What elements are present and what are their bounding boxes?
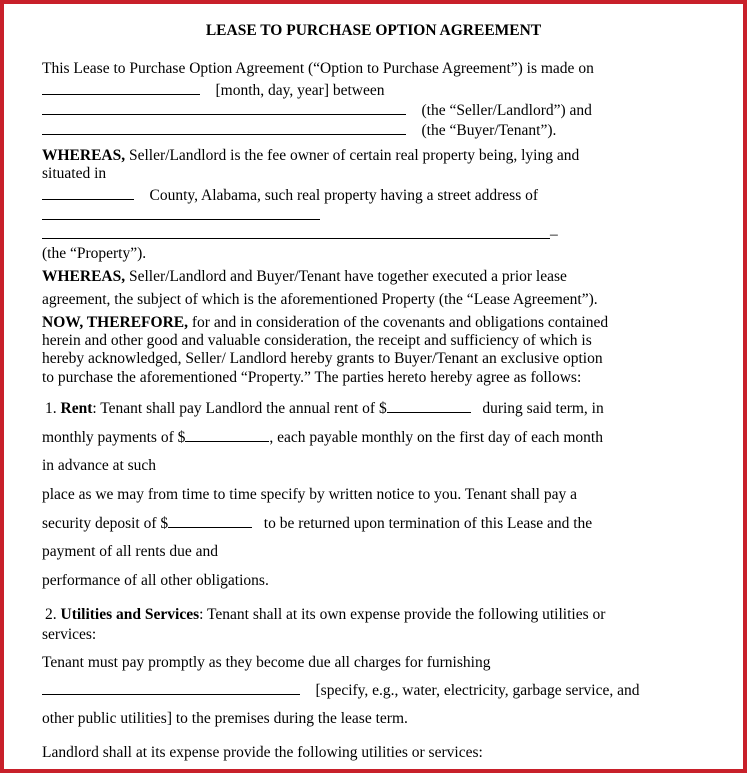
- rent-text-a: : Tenant shall pay Landlord the annual rent of $: [92, 400, 387, 417]
- address-dash: –: [550, 226, 558, 243]
- whereas1-line-1: [42, 147, 579, 165]
- now-therefore-text: for and in consideration of the covenants and obligations contained: [191, 314, 609, 331]
- now-therefore-line-3: hereby acknowledged, Seller/ Landlord hereby grants to Buyer/Tenant an exclusive option: [42, 350, 603, 367]
- whereas2-text: Seller/Landlord and Buyer/Tenant have together executed a prior lease: [129, 268, 567, 285]
- rent-line-1: [45, 400, 604, 418]
- whereas1-line-2: situated in: [42, 165, 107, 182]
- whereas1-lead: WHEREAS,: [42, 147, 126, 164]
- utilities-text: : Tenant shall at its own expense provide the following utilities or: [199, 606, 606, 623]
- rent-heading: Rent: [60, 400, 93, 417]
- utilities-line-6: Landlord shall at its expense provide the following utilities or services:: [42, 744, 483, 761]
- utilities-line-3: Tenant must pay promptly as they become due all charges for furnishing: [42, 654, 491, 671]
- rent-line-6: payment of all rents due and: [42, 543, 219, 560]
- buyer-blank[interactable]: [42, 122, 406, 135]
- annual-rent-blank[interactable]: [387, 400, 471, 413]
- address-blank-1[interactable]: [42, 207, 320, 220]
- utilities-line-1: [45, 606, 605, 624]
- whereas1-text: Seller/Landlord is the fee owner of certain real property being, lying and: [129, 147, 580, 164]
- address-blank-2[interactable]: [42, 226, 550, 239]
- rent-line-3: in advance at such: [42, 457, 157, 474]
- rent-text-b: during said term, in: [482, 400, 604, 417]
- seller-label: (the “Seller/Landlord”) and: [421, 102, 592, 119]
- monthly-payment-blank[interactable]: [185, 429, 269, 442]
- now-therefore-line-2: herein and other good and valuable consideration, the receipt and sufficiency of which is: [42, 332, 592, 349]
- county-blank[interactable]: [42, 187, 134, 200]
- rent-line5-a: security deposit of $: [42, 515, 169, 532]
- county-text: County, Alabama, such real property having a street address of: [149, 187, 539, 204]
- address-line-1: [42, 207, 320, 225]
- intro-seller-line: [42, 102, 592, 120]
- now-therefore-line-1: [42, 314, 608, 332]
- utilities-line-2: services:: [42, 626, 97, 643]
- rent-line-5: [42, 515, 592, 533]
- rent-line2-a: monthly payments of $: [42, 429, 186, 446]
- rent-line-4: place as we may from time to time specify by written notice to you. Tenant shall pay a: [42, 486, 577, 503]
- rent-line5-b: to be returned upon termination of this Lease and the: [263, 515, 593, 532]
- rent-line2-b: , each payable monthly on the first day of each month: [269, 429, 603, 446]
- date-label: [month, day, year] between: [215, 82, 385, 99]
- utilities-number: 2.: [45, 606, 57, 623]
- seller-blank[interactable]: [42, 102, 406, 115]
- whereas2-line-2: agreement, the subject of which is the aforementioned Property (the “Lease Agreement”).: [42, 291, 598, 308]
- now-therefore-line-4: to purchase the aforementioned “Property.” The parties hereto hereby agree as follows:: [42, 369, 582, 386]
- whereas2-lead: WHEREAS,: [42, 268, 126, 285]
- utilities-blank[interactable]: [42, 682, 300, 695]
- document-title: LEASE TO PURCHASE OPTION AGREEMENT: [205, 22, 542, 39]
- property-line: (the “Property”).: [42, 245, 147, 262]
- address-line-2: [42, 226, 558, 244]
- rent-line-2: [42, 429, 603, 447]
- intro-line-1: This Lease to Purchase Option Agreement (“Option to Purchase Agreement”) is made on: [42, 60, 594, 77]
- intro-buyer-line: [42, 122, 556, 140]
- utilities-heading: Utilities and Services: [60, 606, 200, 623]
- intro-date-line: [42, 82, 385, 100]
- security-deposit-blank[interactable]: [168, 515, 252, 528]
- date-blank[interactable]: [42, 82, 200, 95]
- utilities-line-5: other public utilities] to the premises during the lease term.: [42, 710, 408, 727]
- rent-line-7: performance of all other obligations.: [42, 572, 269, 589]
- utilities-specify: [specify, e.g., water, electricity, garbage service, and: [315, 682, 640, 699]
- whereas2-line-1: [42, 268, 567, 286]
- now-therefore-lead: NOW, THEREFORE,: [42, 314, 188, 331]
- whereas1-county-line: [42, 187, 538, 205]
- buyer-label: (the “Buyer/Tenant”).: [421, 122, 557, 139]
- rent-number: 1.: [45, 400, 57, 417]
- utilities-line-4: [42, 682, 640, 700]
